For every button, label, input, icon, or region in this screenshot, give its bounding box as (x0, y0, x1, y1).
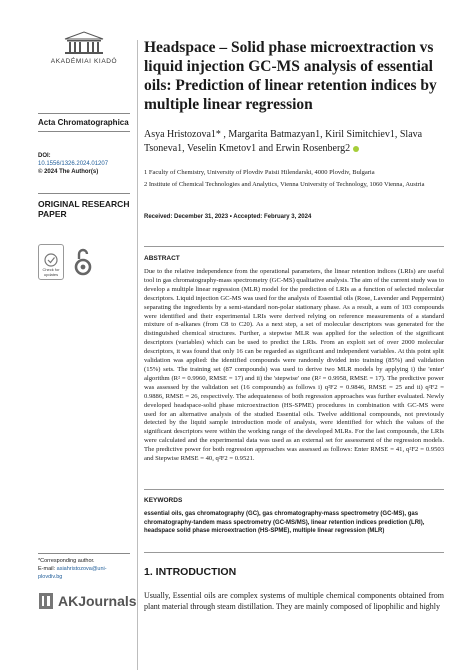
keywords-text: essential oils, gas chromatography (GC), gas chromatography-mass spectrometry (GC-MS), gas chromatography-tandem mass spectrometry (GC-MS/MS), linear retention indices prediction (LRI), headspace solid phase microextraction (HS-SPME), multiple linear regression (MLR) (144, 511, 425, 534)
check-updates-badge[interactable] (38, 244, 64, 280)
abstract-text: Due to the relative independence from the operational parameters, the linear retention indices (LRIs) are useful tool in gas chromatography-mass spectrometry (GC-MS) qualitative analysis. The aim of the current study was to develop a multiple linear regression (MLR) model for the prediction of LRIs as a function of selected molecular descriptors. Liquid injection GC-MS was used for the analysis of Essential oils (Rose, Lavender and Peppermint) separating the ingredients by a semi-standard non-polar stationary phase. As a result, a sum of 103 compounds were identified and their experimental LRIs were derived relying on reference measurements of a standard mixture of n-alkanes (from C8 to C20). As a next step, a set of molecular descriptors was generated for the distinguished chemical structures. Further, a stepwise MLR was applied for the selection of the significant descriptors (variables) which can be used to predict the LRIs. From an exploit set of over 2000 molecular descriptors, it was found that only 16 can be regarded as significant and independent variables. At this point split validation was applied: the identified compounds were randomly divided into training (85%) and validation (15%) sets. The training set (87 compounds) was used to derive two MLR models by applying i) the 'enter' algorithm (R² = 0.9960, RMSE = 17) and ii) the 'stepwise' one (R² = 0.9958, RMSE = 17). The predictive power was assessed by the validation set (16 compounds) as follows i) q²F2 = 0.9846, RMSE = 25 and ii) q²F2 = 0.9886, RMSE = 26, respectively. The adequateness of both regression approaches was further evaluated. Newly developed headspace-solid phase microextraction (HS-SPME) procedures in combination with GC-MS were used for an alternative analysis of the studied Essential oils. Twelve additional compounds, not previously detected by the liquid sample introduction mode of analysis, were identified for which the values of the significant descriptors were within the working range of the developed MLRs. For the last compounds, the LRIs were calculated and the experimental data was used as an external set for assessment of the regression models. The predictive power for both regression approaches was assessed as follows: Enter RMSE = 41, q²F2 = 0.9503 and Stepwise RMSE = 40, q²F2 = 0.9521. (144, 268, 444, 463)
orcid-icon[interactable] (353, 146, 359, 152)
badges (38, 244, 92, 280)
article-dates: Received: December 31, 2023 • Accepted: February 3, 2024 (144, 214, 312, 220)
akjournals-name: AKJournals (58, 593, 137, 609)
check-updates-label: Check for updates (42, 267, 60, 277)
email-link[interactable]: asiahristozova@uni-plovdiv.bg (38, 566, 107, 580)
open-access-icon (74, 247, 92, 277)
email-label: E-mail: (38, 566, 56, 572)
corresponding-author (38, 553, 130, 581)
keywords-heading: KEYWORDS (144, 497, 183, 504)
article-title: Headspace – Solid phase microextraction vs liquid injection GC-MS analysis of essential oils: Prediction of linear retention indices by multiple linear regression (144, 39, 437, 113)
doi-link[interactable]: 10.1556/1326.2024.01207 (38, 161, 109, 167)
affiliation-2: 2 Institute of Chemical Technologies and Analytics, Vienna University of Technology, 1060 Vienna, Austria (144, 181, 425, 188)
doi-label: DOI: (38, 153, 51, 159)
akjournals-logo[interactable] (38, 592, 137, 610)
article-type: ORIGINAL RESEARCH PAPER (38, 193, 130, 219)
intro-heading: 1. INTRODUCTION (144, 566, 237, 578)
author-list (144, 128, 444, 156)
check-updates-icon (44, 253, 58, 267)
affiliations (144, 168, 444, 192)
akjournals-icon (38, 592, 54, 610)
intro-text: Usually, Essential oils are complex systems of multiple chemical components obtained from plant material through steam distillation. They are mainly composed of lipophilic and highly (144, 591, 444, 611)
abstract-heading: ABSTRACT (144, 255, 180, 262)
divider (144, 246, 444, 247)
copyright: © 2024 The Author(s) (38, 169, 99, 175)
doi-block (38, 152, 138, 176)
publisher-logo (38, 30, 130, 65)
authors: Asya Hristozova1* , Margarita Batmazyan1, Kiril Simitchiev1, Slava Tsoneva1, Veselin Kmetov1 and Erwin Rosenberg2 (144, 129, 423, 154)
divider (144, 489, 444, 490)
publisher-name: AKADÉMIAI KIADÓ (50, 58, 118, 65)
affiliation-1: 1 Faculty of Chemistry, University of Plovdiv Paisii Hilendarski, 4000 Plovdiv, Bulgaria (144, 169, 375, 176)
divider (144, 552, 444, 553)
building-icon (61, 30, 107, 56)
column-divider (137, 40, 138, 670)
journal-name[interactable]: Acta Chromatographica (38, 113, 130, 132)
corresponding-label: *Corresponding author. (38, 558, 95, 564)
